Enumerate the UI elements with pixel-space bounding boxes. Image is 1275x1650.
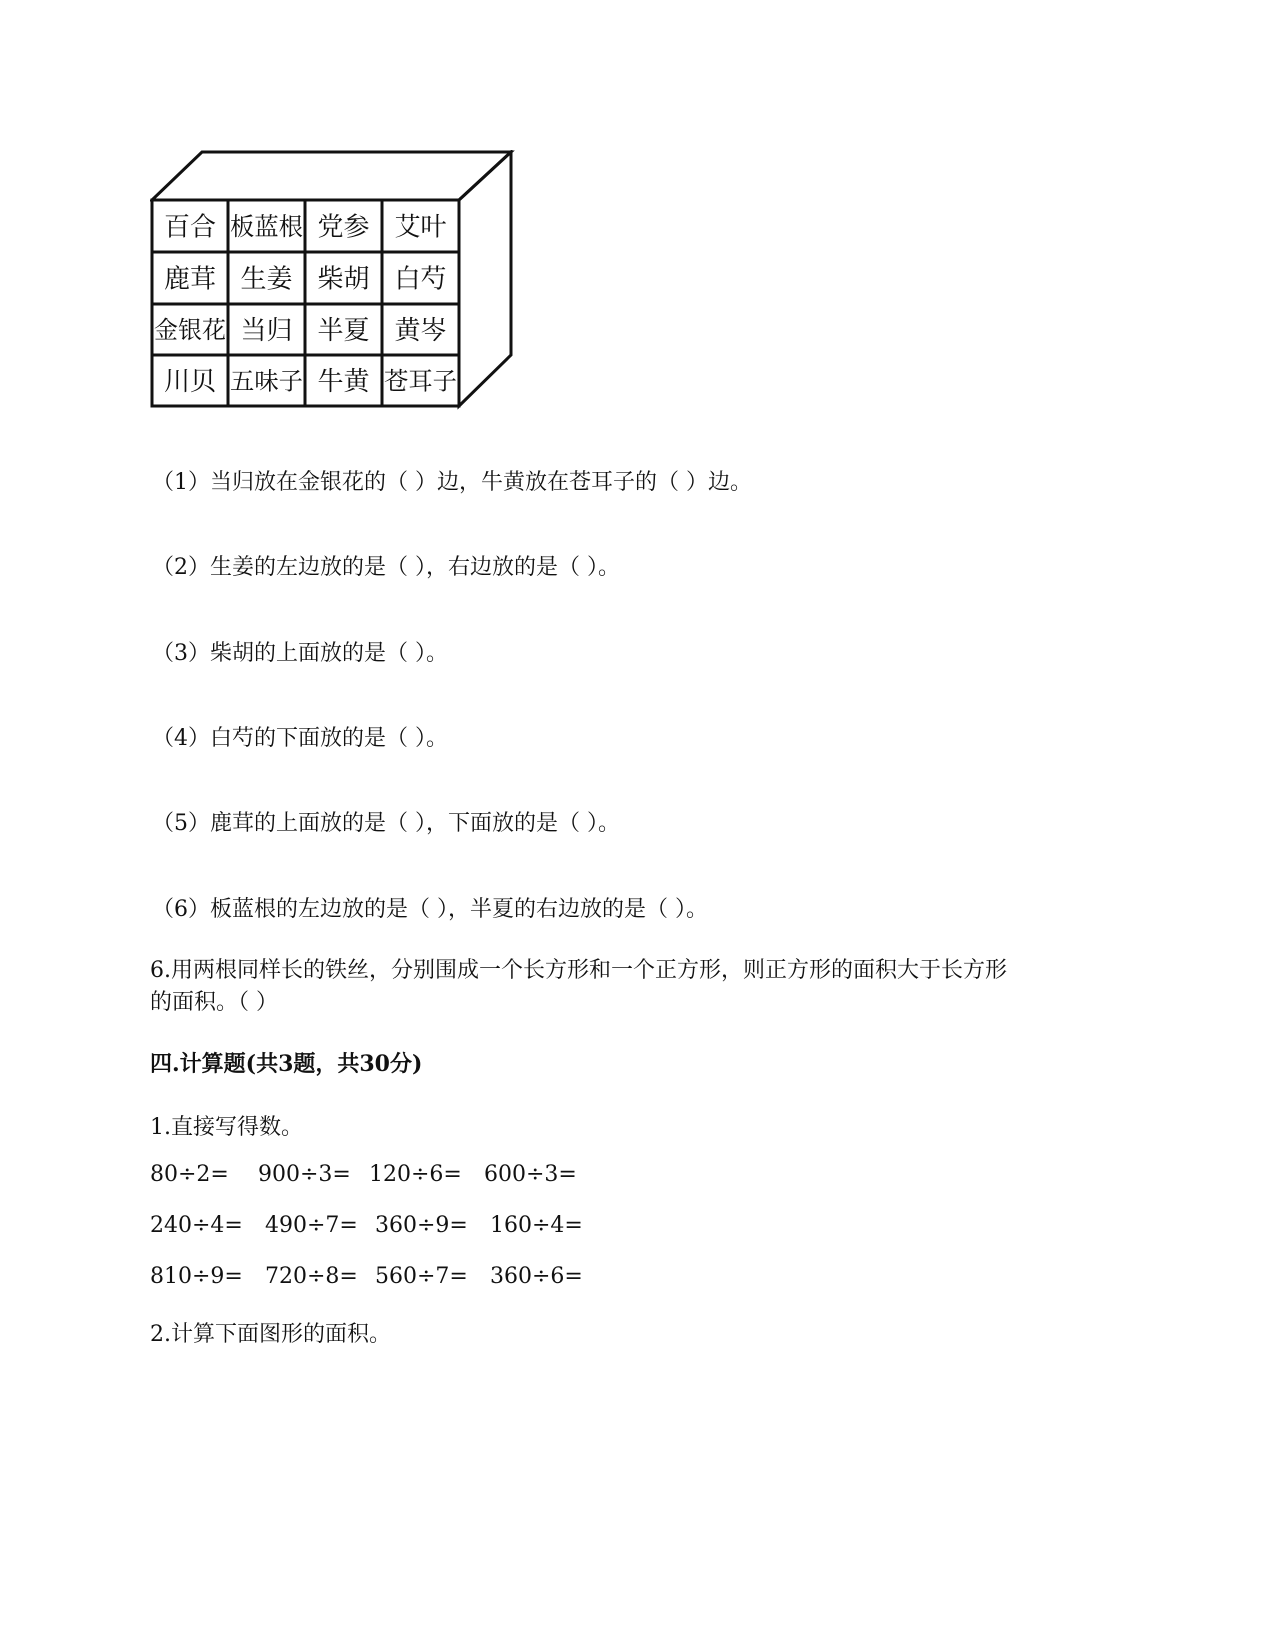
drawer-label: 半夏: [317, 315, 370, 346]
question-5: （5）鹿茸的上面放的是（ ），下面放的是（ ）。: [152, 811, 620, 836]
calc-cell: 560÷7=: [375, 1264, 468, 1289]
question-1: （1）当归放在金银花的（ ）边，牛黄放在苍耳子的（ ）边。: [152, 470, 752, 495]
item-6-line-1: 6.用两根同样长的铁丝，分别围成一个长方形和一个正方形，则正方形的面积大于长方形: [150, 958, 1007, 983]
section-4-heading: 四.计算题(共3题，共30分): [150, 1051, 423, 1077]
drawer-label: 柴胡: [317, 264, 370, 295]
drawer-label: 板蓝根: [230, 211, 303, 241]
calc-cell: 490÷7=: [265, 1213, 358, 1238]
drawer-label: 白芍: [394, 264, 447, 295]
calc-cell: 900÷3=: [258, 1162, 351, 1187]
medicine-cabinet-figure: [150, 150, 520, 415]
calc-cell: 160÷4=: [490, 1213, 583, 1238]
drawer-label: 川贝: [163, 366, 217, 397]
drawer-label: 牛黄: [317, 366, 370, 397]
calc-cell: 80÷2=: [150, 1162, 229, 1187]
calc-cell: 720÷8=: [265, 1264, 358, 1289]
drawer-label: 五味子: [230, 366, 303, 396]
calc-cell: 240÷4=: [150, 1213, 243, 1238]
question-4: （4）白芍的下面放的是（ ）。: [152, 726, 448, 751]
drawer-label: 生姜: [240, 264, 293, 295]
calc-cell: 360÷9=: [375, 1213, 468, 1238]
calc-cell: 600÷3=: [484, 1162, 577, 1187]
calc-cell: 120÷6=: [369, 1162, 462, 1187]
cabinet-side-face: [459, 152, 511, 406]
calc-cell: 360÷6=: [490, 1264, 583, 1289]
question-6: （6）板蓝根的左边放的是（ ），半夏的右边放的是（ ）。: [152, 897, 708, 922]
drawer-label: 鹿茸: [163, 264, 217, 295]
drawer-label: 苍耳子: [384, 366, 457, 396]
question-2: （2）生姜的左边放的是（ ），右边放的是（ ）。: [152, 555, 620, 580]
question-3: （3）柴胡的上面放的是（ ）。: [152, 641, 448, 666]
calc-question-1: 1.直接写得数。: [150, 1115, 303, 1140]
drawer-label: 百合: [163, 212, 217, 243]
item-6-line-2: 的面积。（ ）: [150, 990, 278, 1015]
calc-question-2: 2.计算下面图形的面积。: [150, 1322, 391, 1347]
drawer-label: 党参: [317, 212, 370, 243]
cabinet-top-face: [152, 152, 511, 200]
drawer-label: 黄岑: [394, 315, 447, 346]
drawer-label: 艾叶: [394, 212, 447, 243]
drawer-label: 当归: [240, 315, 293, 346]
drawer-label: 金银花: [154, 316, 226, 345]
calc-cell: 810÷9=: [150, 1264, 243, 1289]
